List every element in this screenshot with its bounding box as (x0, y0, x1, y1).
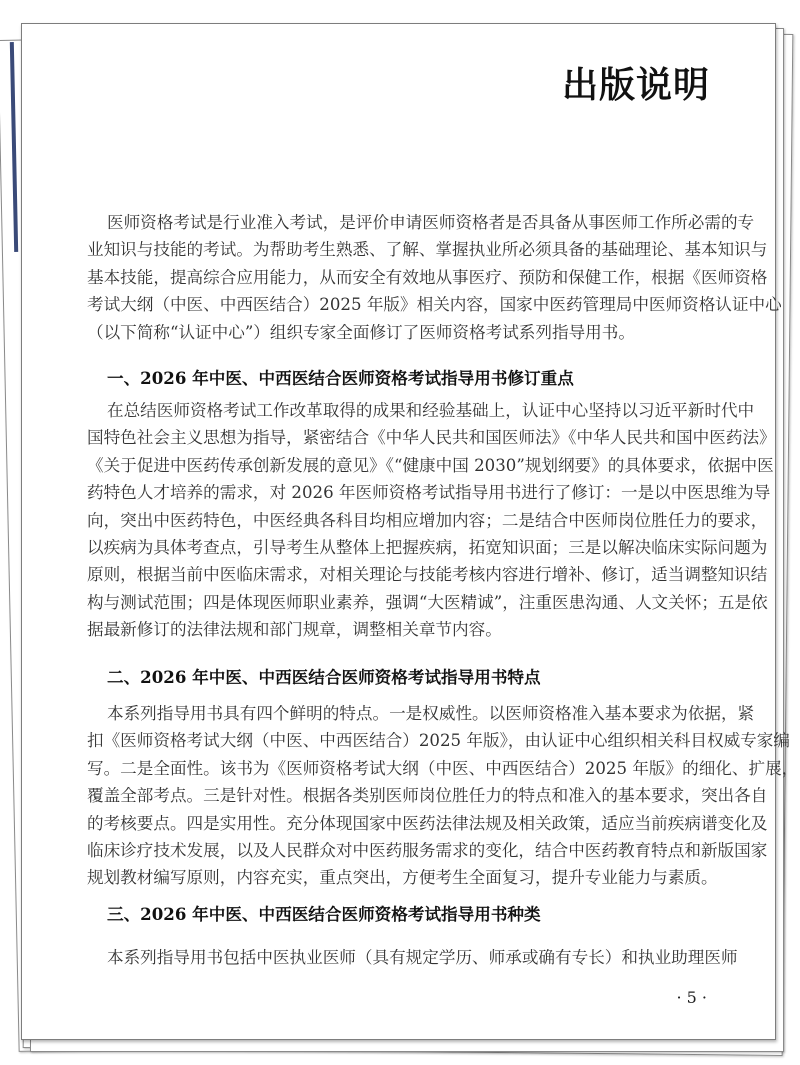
section-heading: 二、2026 年中医、中西医结合医师资格考试指导用书特点 (107, 667, 541, 687)
paragraph-line: 构与测试范围；四是体现医师职业素养，强调“大医精诚”，注重医患沟通、人文关怀；五是依 (87, 592, 768, 612)
paragraph-line: 药特色人才培养的需求，对 2026 年医师资格考试指导用书进行了修订：一是以中医思维为导 (87, 483, 771, 503)
paragraph-line: 医师资格考试是行业准入考试，是评价申请医师资格者是否具备从事医师工作所必需的专 (107, 213, 755, 232)
paragraph-line: 据最新修订的法律法规和部门规章，调整相关章节内容。 (87, 620, 502, 640)
paragraph-line: 原则，根据当前中医临床需求，对相关理论与技能考核内容进行增补、修订，适当调整知识结 (87, 565, 768, 585)
page-title: 出版说明 (561, 65, 710, 106)
paragraph-line: 临床诊疗技术发展，以及人民群众对中医药服务需求的变化，结合中医药教育特点和新版国家 (87, 841, 768, 860)
paragraph-line: 写。二是全面性。该书为《医师资格考试大纲（中医、中西医结合）2025 年版》的细化、扩展， (87, 758, 799, 778)
paragraph-line: 业知识与技能的考试。为帮助考生熟悉、了解、掌握执业所必须具备的基础理论、基本知识与 (87, 240, 768, 260)
paragraph-line: 在总结医师资格考试工作改革取得的成果和经验基础上，认证中心坚持以习近平新时代中 (107, 401, 755, 420)
paragraph-line: （以下简称“认证中心”）组织专家全面修订了医师资格考试系列指导用书。 (87, 322, 635, 342)
paragraph-line: 基本技能，提高综合应用能力，从而安全有效地从事医疗、预防和保健工作，根据《医师资格 (87, 267, 768, 287)
paragraph-line: 的考核要点。四是实用性。充分体现国家中医药法律法规及相关政策，适应当前疾病谱变化及 (87, 813, 768, 833)
paragraph-line: 扣《医师资格考试大纲（中医、中西医结合）2025 年版》，由认证中心组织相关科目权威专家编 (87, 731, 790, 751)
paragraph-line: 国特色社会主义思想为指导，紧密结合《中华人民共和国医师法》《中华人民共和国中医药法》 (87, 428, 776, 448)
paragraph-line: 以疾病为具体考查点，引导考生从整体上把握疾病，拓宽知识面；三是以解决临床实际问题为 (87, 538, 768, 557)
paragraph-line: 考试大纲（中医、中西医结合）2025 年版》相关内容，国家中医药管理局中医师资格认证中心 (87, 295, 782, 315)
paragraph-line: 本系列指导用书具有四个鲜明的特点。一是权威性。以医师资格准入基本要求为依据，紧 (107, 704, 755, 723)
page-number: · 5 · (676, 988, 707, 1007)
paragraph-line: 覆盖全部考点。三是针对性。根据各类别医师岗位胜任力的特点和准入的基本要求，突出各自 (87, 786, 768, 806)
paragraph-line: 规划教材编写原则，内容充实，重点突出，方便考生全面复习，提升专业能力与素质。 (87, 868, 718, 888)
document-page (21, 23, 799, 1040)
section-heading: 一、2026 年中医、中西医结合医师资格考试指导用书修订重点 (107, 368, 574, 388)
paragraph-line: 本系列指导用书包括中医执业医师（具有规定学历、师承或确有专长）和执业助理医师 (107, 948, 738, 967)
paragraph-line: 向，突出中医药特色，中医经典各科目均相应增加内容；二是结合中医师岗位胜任力的要求， (87, 510, 768, 530)
paragraph-line: 《关于促进中医药传承创新发展的意见》《“健康中国 2030”规划纲要》的具体要求，依据中医 (87, 455, 774, 475)
section-heading: 三、2026 年中医、中西医结合医师资格考试指导用书种类 (107, 904, 541, 924)
